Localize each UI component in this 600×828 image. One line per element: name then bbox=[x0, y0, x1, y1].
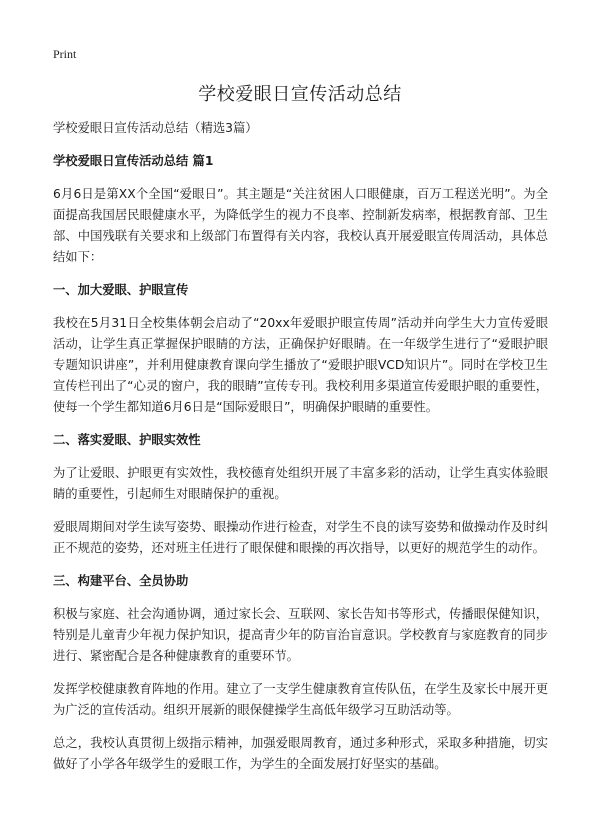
section-2-paragraph-2: 爱眼周期间对学生读写姿势、眼操动作进行检查，对学生不良的读写姿势和做操动作及时纠正不规范的姿势，还对班主任进行了眼保健和眼操的再次指导，以更好的规范学生的动作。 bbox=[53, 520, 548, 555]
section-1-paragraph-1: 我校在5月31日全校集体朝会启动了“20xx年爱眼护眼宣传周”活动并向学生大力宣传爱眼活动，让学生真正掌握保护眼睛的方法，正确保护好眼睛。在一年级学生进行了“爱眼护眼专题知识讲座”，并利用健康教育课向学生播放了“爱眼护眼VCD知识片”。同时在学校卫生宣传栏刊出了“心灵的窗户，我的眼睛”宣传专刊。我校利用多渠道宣传爱眼护眼的重要性，使每一个学生都知道6月6日是“国际爱眼日”，明确保护眼睛的重要性。 bbox=[53, 316, 548, 414]
section-heading-3: 三、构建平台、全员协助 bbox=[53, 574, 189, 588]
article-heading: 学校爱眼日宣传活动总结 篇1 bbox=[53, 154, 214, 168]
intro-paragraph: 6月6日是第XX个全国“爱眼日”。其主题是“关注贫困人口眼健康，百万工程送光明”。为全面提高我国居民眼健康水平，为降低学生的视力不良率、控制新发病率，根据教育部、卫生部、中国残联有关要求和上级部门布置得有关内容，我校认真开展爱眼宣传周活动，具体总结如下： bbox=[53, 187, 548, 264]
section-heading-2: 二、落实爱眼、护眼实效性 bbox=[53, 433, 201, 447]
section-3-paragraph-3: 总之，我校认真贯彻上级指示精神，加强爱眼周教育，通过多种形式，采取多种措施，切实做好了小学各年级学生的爱眼工作，为学生的全面发展打好坚实的基础。 bbox=[53, 736, 548, 771]
document-body bbox=[53, 118, 548, 787]
section-2-paragraph-1: 为了让爱眼、护眼更有实效性，我校德育处组织开展了丰富多彩的活动，让学生真实体验眼睛的重要性，引起师生对眼睛保护的重视。 bbox=[53, 466, 548, 501]
print-link[interactable]: Print bbox=[53, 47, 77, 61]
document-subtitle: 学校爱眼日宣传活动总结（精选3篇） bbox=[53, 121, 258, 135]
section-3-paragraph-2: 发挥学校健康教育阵地的作用。建立了一支学生健康教育宣传队伍，在学生及家长中展开更为广泛的宣传活动。组织开展新的眼保健操学生高低年级学习互助活动等。 bbox=[53, 682, 548, 717]
section-heading-1: 一、加大爱眼、护眼宣传 bbox=[53, 283, 189, 297]
section-3-paragraph-1: 积极与家庭、社会沟通协调，通过家长会、互联网、家长告知书等形式，传播眼保健知识，特别是儿童青少年视力保护知识，提高青少年的防盲治盲意识。学校教育与家庭教育的同步进行、紧密配合是各种健康教育的重要环节。 bbox=[53, 607, 548, 663]
page-title: 学校爱眼日宣传活动总结 bbox=[198, 84, 402, 105]
